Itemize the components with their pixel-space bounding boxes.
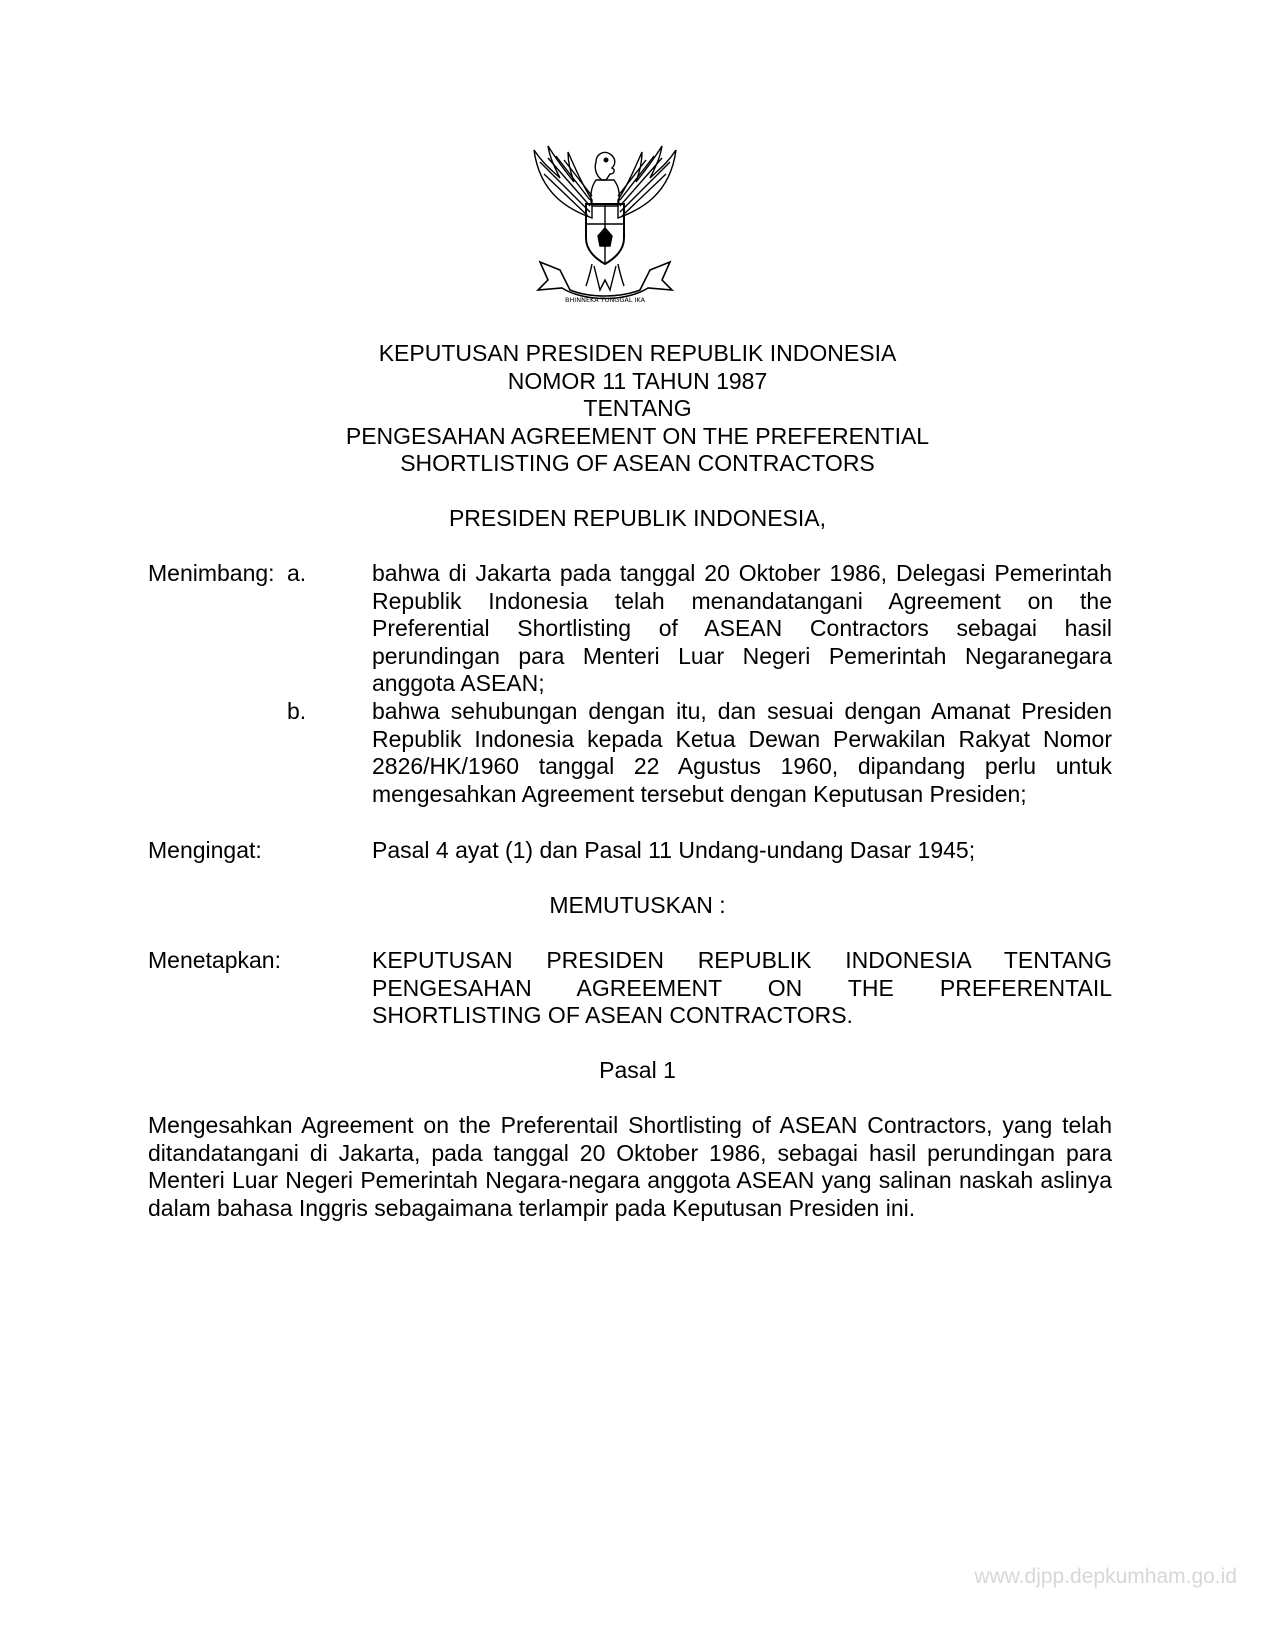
pasal-1-heading: Pasal 1 (599, 1057, 676, 1083)
menimbang-label: Menimbang: (148, 560, 275, 586)
title-line-1: KEPUTUSAN PRESIDEN REPUBLIK INDONESIA (378, 340, 897, 366)
title-line-2: NOMOR 11 TAHUN 1987 (507, 367, 768, 394)
title-line-3: TENTANG (583, 395, 692, 421)
mengingat-label: Mengingat: (148, 837, 262, 863)
pasal-1-text: Mengesahkan Agreement on the Preferentail Shortlisting of ASEAN Contractors, yang telah ditandatangani di Jakarta, pada tanggal 20 Oktober 1986, sebagai hasil perundingan para Menteri Luar Negeri Pemerintah Negara-negara anggota ASEAN yang salinan naskah aslinya dalam bahasa Inggris sebagaimana terlampir pada Keputusan Presiden ini. (148, 1112, 1112, 1221)
menimbang-b-letter: b. (287, 698, 307, 724)
garuda-emblem-icon (530, 140, 680, 315)
menetapkan-text: KEPUTUSAN PRESIDEN REPUBLIK INDONESIA TENTANG PENGESAHAN AGREEMENT ON THE PREFERENTAIL SHORTLISTING OF ASEAN CONTRACTORS. (372, 947, 1112, 1028)
document-title (0, 340, 1275, 478)
title-line-5: SHORTLISTING OF ASEAN CONTRACTORS (400, 450, 875, 476)
menetapkan-label: Menetapkan: (148, 947, 281, 973)
menimbang-b-text: bahwa sehubungan dengan itu, dan sesuai dengan Amanat Presiden Republik Indonesia kepada Ketua Dewan Perwakilan Rakyat Nomor 2826/HK/1960 tanggal 22 Agustus 1960, dipandang perlu untuk mengesahkan Agreement tersebut dengan Keputusan Presiden; (372, 698, 1112, 807)
emblem-motto: BHINNEKA TUNGGAL IKA (564, 296, 646, 304)
menimbang-a-text: bahwa di Jakarta pada tanggal 20 Oktober 1986, Delegasi Pemerintah Republik Indonesia telah menandatangani Agreement on the Preferential Shortlisting of ASEAN Contractors sebagai hasil perundingan para Menteri Luar Negeri Pemerintah Negaranegara anggota ASEAN; (372, 560, 1112, 696)
watermark: www.djpp.depkumham.go.id (974, 1565, 1237, 1588)
president-heading: PRESIDEN REPUBLIK INDONESIA, (448, 505, 827, 531)
memutuskan-heading: MEMUTUSKAN : (549, 892, 726, 918)
mengingat-text: Pasal 4 ayat (1) dan Pasal 11 Undang-undang Dasar 1945; (372, 837, 976, 863)
menimbang-a-letter: a. (287, 560, 307, 586)
title-line-4: PENGESAHAN AGREEMENT ON THE PREFERENTIAL (345, 422, 930, 449)
